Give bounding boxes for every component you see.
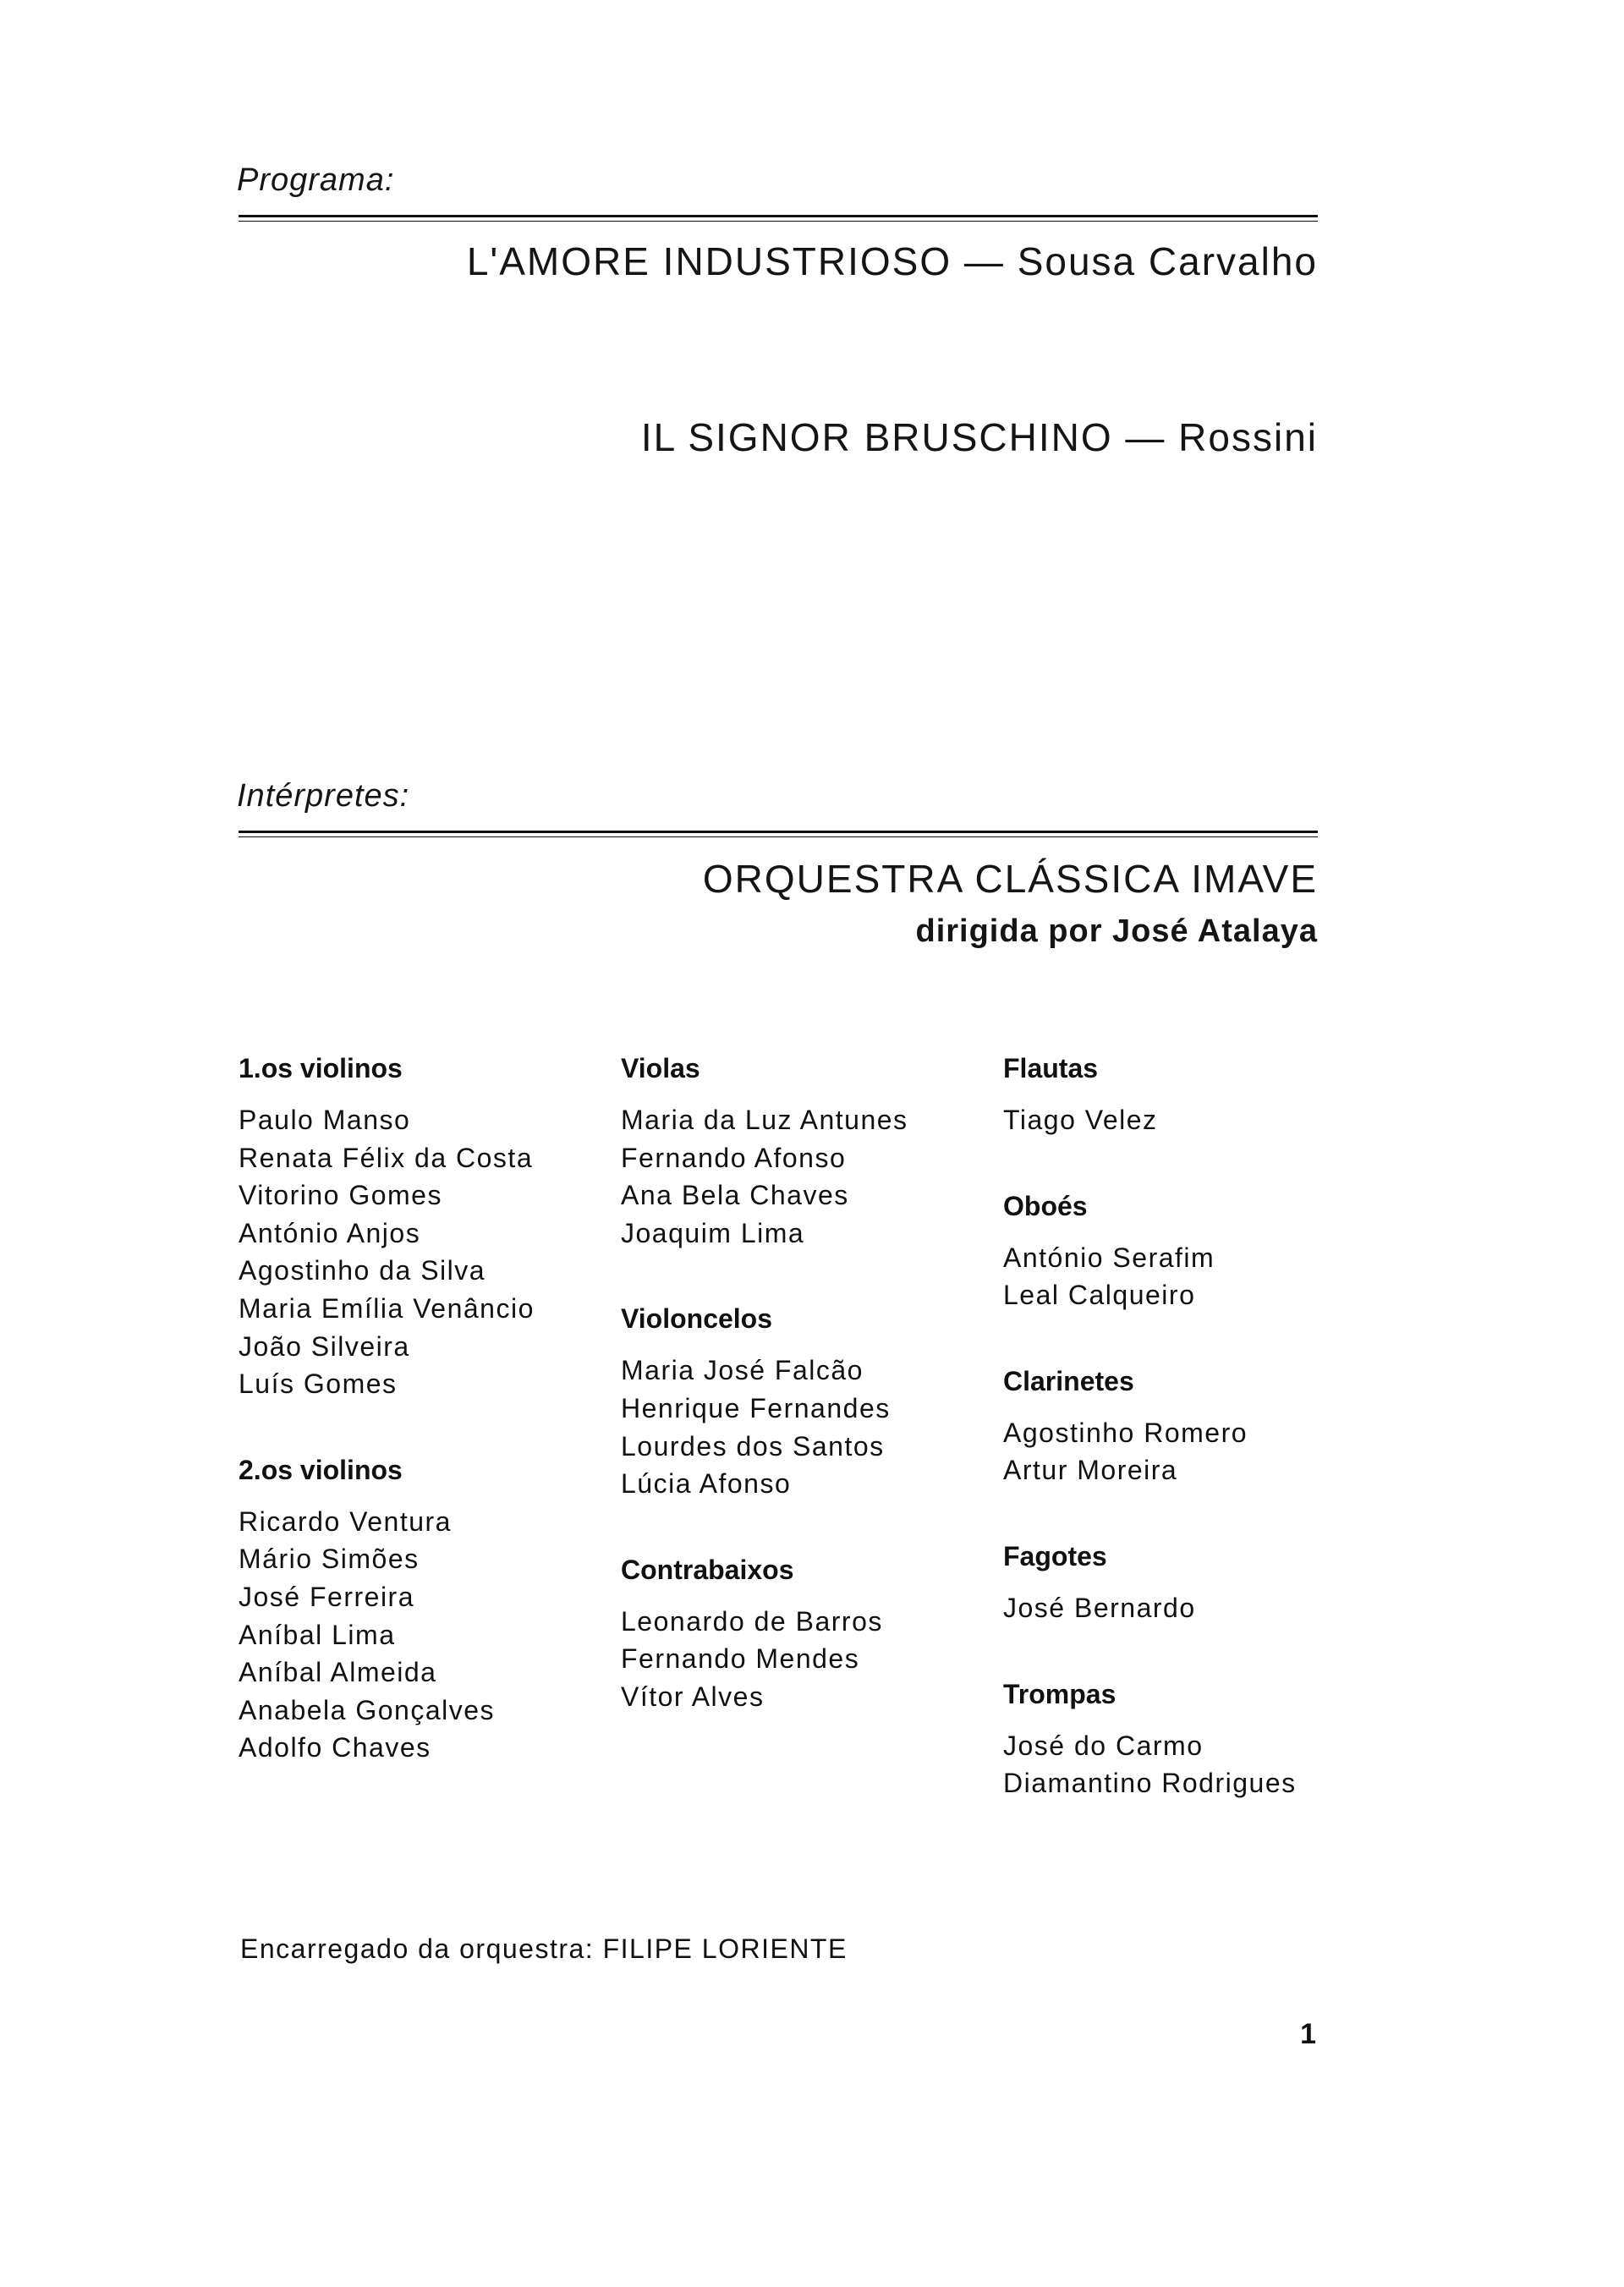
section-group: [1003, 1675, 1375, 1802]
member-list: [1003, 1727, 1375, 1802]
orchestra-manager-note: Encarregado da orquestra: FILIPE LORIENTE: [240, 1933, 848, 1964]
section-group: [1003, 1049, 1375, 1139]
member-name: Agostinho Romero: [1003, 1417, 1248, 1448]
member-list: [1003, 1101, 1375, 1139]
programa-divider: [239, 215, 1318, 217]
section-group: [239, 1451, 611, 1767]
member-name: Joaquim Lima: [621, 1217, 805, 1248]
member-name: João Silveira: [239, 1330, 410, 1362]
member-name: Maria da Luz Antunes: [621, 1105, 908, 1135]
member-name: José Bernardo: [1003, 1592, 1196, 1623]
member-name: António Serafim: [1003, 1242, 1215, 1273]
member-name: Mário Simões: [239, 1544, 420, 1575]
work-title-1: L'AMORE INDUSTRIOSO — Sousa Carvalho: [466, 239, 1318, 283]
member-name: Luís Gomes: [239, 1368, 398, 1400]
member-name: Leonardo de Barros: [621, 1605, 883, 1637]
member-list: [621, 1352, 993, 1502]
member-name: Ana Bela Chaves: [621, 1180, 849, 1211]
section-group: [1003, 1362, 1375, 1489]
section-heading: Violas: [621, 1053, 700, 1083]
member-name: Agostinho da Silva: [239, 1255, 486, 1286]
member-name: Fernando Afonso: [621, 1142, 847, 1173]
interpretes-label: Intérpretes:: [237, 778, 410, 814]
section-group: [621, 1299, 993, 1502]
member-name: Tiago Velez: [1003, 1105, 1158, 1135]
member-list: [621, 1101, 993, 1252]
member-name: Leal Calqueiro: [1003, 1280, 1196, 1311]
member-name: Paulo Manso: [239, 1105, 411, 1135]
section-heading: Fagotes: [1003, 1540, 1107, 1571]
section-heading: Contrabaixos: [621, 1554, 794, 1585]
member-name: Henrique Fernandes: [621, 1392, 891, 1423]
member-list: [1003, 1589, 1375, 1627]
section-group: [239, 1049, 611, 1403]
member-name: José Ferreira: [239, 1581, 414, 1612]
member-name: Aníbal Almeida: [239, 1657, 437, 1688]
member-name: Adolfo Chaves: [239, 1732, 431, 1763]
programa-label: Programa:: [237, 162, 395, 198]
member-name: Aníbal Lima: [239, 1619, 396, 1650]
member-list: [1003, 1239, 1375, 1314]
member-name: Lourdes dos Santos: [621, 1430, 885, 1462]
section-heading: Trompas: [1003, 1678, 1116, 1709]
section-group: [1003, 1537, 1375, 1627]
member-name: Ricardo Ventura: [239, 1505, 452, 1537]
member-name: Vítor Alves: [621, 1681, 765, 1712]
member-list: [239, 1503, 611, 1767]
section-group: [621, 1049, 993, 1252]
section-heading: 1.os violinos: [239, 1053, 403, 1083]
orchestra-name: ORQUESTRA CLÁSSICA IMAVE: [702, 857, 1318, 901]
member-name: Maria José Falcão: [621, 1355, 864, 1386]
page-number: 1: [1300, 2018, 1316, 2050]
work-title-2: IL SIGNOR BRUSCHINO — Rossini: [640, 415, 1318, 459]
member-name: Maria Emília Venâncio: [239, 1292, 535, 1324]
musicians-column-1: [239, 1049, 611, 1767]
member-name: Artur Moreira: [1003, 1455, 1178, 1486]
member-name: Anabela Gonçalves: [239, 1694, 496, 1725]
section-heading: 2.os violinos: [239, 1454, 403, 1485]
member-list: [1003, 1414, 1375, 1489]
member-name: Diamantino Rodrigues: [1003, 1768, 1297, 1799]
section-group: [1003, 1187, 1375, 1314]
member-list: [621, 1603, 993, 1716]
section-heading: Oboés: [1003, 1190, 1088, 1221]
musicians-column-3: [1003, 1049, 1375, 1802]
section-group: [621, 1550, 993, 1716]
member-name: Fernando Mendes: [621, 1643, 860, 1675]
member-name: António Anjos: [239, 1217, 421, 1248]
member-name: José do Carmo: [1003, 1730, 1204, 1761]
section-heading: Violoncelos: [621, 1303, 773, 1335]
member-name: Lúcia Afonso: [621, 1468, 792, 1500]
member-name: Vitorino Gomes: [239, 1180, 442, 1211]
musicians-column-2: [621, 1049, 993, 1716]
section-heading: Clarinetes: [1003, 1365, 1134, 1396]
member-list: [239, 1101, 611, 1403]
member-name: Renata Félix da Costa: [239, 1142, 534, 1173]
section-heading: Flautas: [1003, 1053, 1099, 1083]
conductor-line: dirigida por José Atalaya: [915, 913, 1318, 949]
interpretes-divider: [239, 831, 1318, 833]
